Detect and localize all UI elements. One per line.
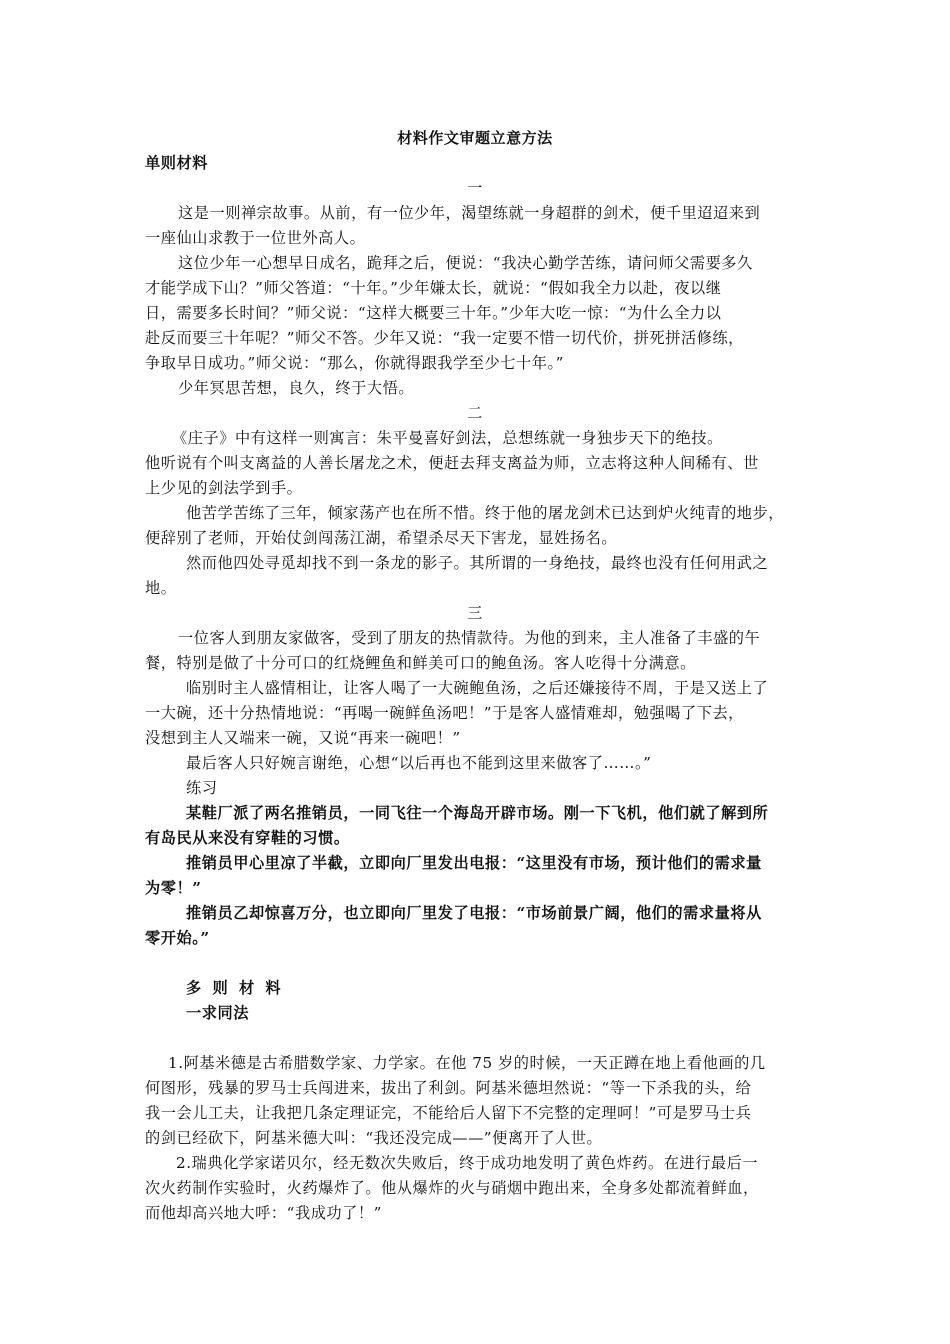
- paragraph-line: 最后客人只好婉言谢绝，心想“以后再也不能到这里来做客了……。”: [186, 754, 652, 772]
- exercise-label: 练习: [186, 779, 218, 797]
- paragraph-line: 便辞别了老师，开始仗剑闯荡江湖，希望杀尽天下害龙，显姓扬名。: [145, 529, 618, 547]
- paragraph-line: 然而他四处寻觅却找不到一条龙的影子。其所谓的一身绝技，最终也没有任何用武之: [186, 554, 769, 572]
- paragraph-line: 争取早日成功。”师父说：“那么，你就得跟我学至少七十年。”: [145, 354, 564, 372]
- exercise-line: 零开始。”: [145, 929, 210, 947]
- paragraph-line: 一位客人到朋友家做客，受到了朋友的热情款待。为他的到来，主人准备了丰盛的午: [178, 629, 761, 647]
- paragraph-line: 的剑已经砍下，阿基米德大叫：“我还没完成——”便离开了人世。: [145, 1129, 603, 1147]
- paragraph-line: 这位少年一心想早日成名，跪拜之后，便说：“我决心勤学苦练，请问师父需要多久: [178, 254, 753, 272]
- paragraph-line: 才能学成下山？”师父答道：“十年。”少年嫌太长，就说：“假如我全力以赴，夜以继: [145, 279, 722, 297]
- story-number: 一: [467, 179, 483, 197]
- paragraph-line: 临别时主人盛情相让，让客人喝了一大碗鲍鱼汤，之后还嫌接待不周，于是又送上了: [186, 679, 769, 697]
- paragraph-line: 上少见的剑法学到手。: [145, 479, 303, 497]
- paragraph-line: 1.阿基米德是古希腊数学家、力学家。在他 75 岁的时候，一天正蹲在地上看他画的几: [168, 1054, 766, 1072]
- paragraph-line: 一大碗，还十分热情地说：“再喝一碗鲜鱼汤吧！”于是客人盛情难却，勉强喝了下去，: [145, 704, 744, 722]
- paragraph-line: 赴反而要三十年呢？”师父不答。少年又说：“我一定要不惜一切代价，拼死拼活修练，: [145, 329, 744, 347]
- paragraph-line: 而他却高兴地大呼：“我成功了！”: [145, 1204, 382, 1222]
- paragraph-line: 2.瑞典化学家诺贝尔，经无数次失败后，终于成功地发明了黄色炸药。在进行最后一: [176, 1154, 759, 1172]
- document-title: 材料作文审题立意方法: [397, 129, 553, 147]
- exercise-line: 推销员甲心里凉了半截，立即向厂里发出电报：“这里没有市场，预计他们的需求量: [186, 854, 762, 872]
- exercise-line: 推销员乙却惊喜万分，也立即向厂里发了电报：“市场前景广阔，他们的需求量将从: [186, 904, 762, 922]
- section-heading-single: 单则材料: [145, 154, 208, 172]
- paragraph-line: 一座仙山求教于一位世外高人。: [145, 229, 366, 247]
- section-heading-multi: 多 则 材 料: [186, 979, 284, 997]
- paragraph-line: 这是一则禅宗故事。从前，有一位少年，渴望练就一身超群的剑术，便千里迢迢来到: [178, 204, 761, 222]
- story-number: 二: [467, 404, 483, 422]
- paragraph-line: 《庄子》中有这样一则寓言：朱平曼喜好剑法，总想练就一身独步天下的绝技。: [172, 429, 723, 447]
- paragraph-line: 何图形，残暴的罗马士兵闯进来，拔出了利剑。阿基米德坦然说：“等一下杀我的头，给: [145, 1079, 752, 1097]
- paragraph-line: 没想到主人又端来一碗，又说“再来一碗吧！”: [145, 729, 461, 747]
- paragraph-line: 我一会儿工夫，让我把几条定理证完，不能给后人留下不完整的定理呵！”可是罗马士兵: [145, 1104, 752, 1122]
- paragraph-line: 日，需要多长时间？”师父说：“这样大概要三十年。”少年大吃一惊：“为什么全力以: [145, 304, 722, 322]
- paragraph-line: 他听说有个叫支离益的人善长屠龙之术，便赶去拜支离益为师，立志将这种人间稀有、世: [145, 454, 759, 472]
- paragraph-line: 他苦学苦练了三年，倾家荡产也在所不惜。终于他的屠龙剑术已达到炉火纯青的地步，: [186, 504, 785, 522]
- exercise-line: 为零！”: [145, 879, 202, 897]
- paragraph-line: 次火药制作实验时，火药爆炸了。他从爆炸的火与硝烟中跑出来，全身多处都流着鲜血，: [145, 1179, 759, 1197]
- paragraph-line: 餐，特别是做了十分可口的红烧鲤鱼和鲜美可口的鲍鱼汤。客人吃得十分满意。: [145, 654, 696, 672]
- exercise-line: 有岛民从来没有穿鞋的习惯。: [145, 829, 350, 847]
- exercise-line: 某鞋厂派了两名推销员，一同飞往一个海岛开辟市场。刚一下飞机，他们就了解到所: [186, 804, 769, 822]
- story-number: 三: [467, 604, 483, 622]
- paragraph-line: 地。: [145, 579, 177, 597]
- subsection-heading: 一求同法: [186, 1004, 249, 1022]
- paragraph-line: 少年冥思苦想，良久，终于大悟。: [178, 379, 415, 397]
